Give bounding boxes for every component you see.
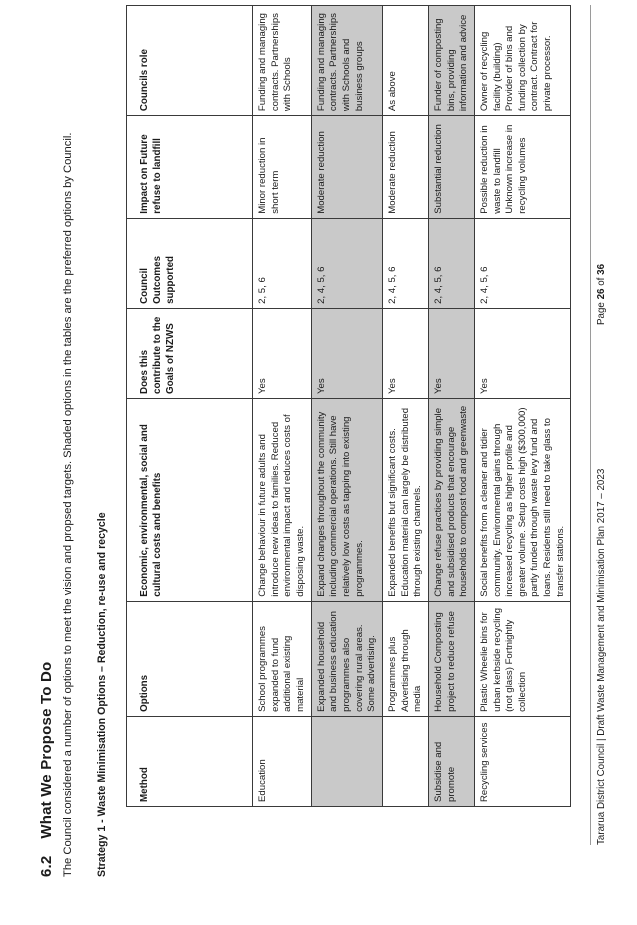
cell-nzws-goals: Yes	[474, 308, 571, 398]
cell-landfill-impact: Moderate reduction	[311, 116, 382, 219]
intro-paragraph: The Council considered a number of options to meet the vision and propsed targets. Shaded options in the tables are the preferred options by Council.	[62, 132, 74, 877]
options-table	[126, 5, 571, 807]
header-options: Options	[127, 601, 253, 716]
cell-options: Household Composting project to reduce refuse	[428, 601, 474, 716]
cell-nzws-goals: Yes	[382, 308, 428, 398]
table-row	[253, 6, 312, 807]
cell-council-outcomes: 2, 4, 5, 6	[428, 218, 474, 308]
table-row-preferred	[428, 6, 474, 807]
cell-costs-benefits: Social benefits from a cleaner and tidier community. Environmental gains through increased recycling as higher profile and greater volume. Setup costs high ($300,000) partly funded through waste levy fund and loans. Residents still need to take glass to transfer stations.	[474, 399, 571, 602]
header-costs-benefits: Economic, environmental, social and cultural costs and benefits	[127, 399, 253, 602]
page-footer	[596, 0, 610, 925]
cell-council-outcomes: 2, 4, 5, 6	[382, 218, 428, 308]
table-row	[474, 6, 571, 807]
cell-costs-benefits: Change refuse practices by providing simple and subsidised products that encourage households to compost food and greenwaste	[428, 399, 474, 602]
cell-options: School programmes expanded to fund additional existing material	[253, 601, 312, 716]
section-number: 6.2	[38, 855, 55, 877]
strategy-title: Strategy 1 - Waste Minimisation Options – Reduction, re-use and recycle	[96, 512, 108, 877]
cell-nzws-goals: Yes	[253, 308, 312, 398]
cell-nzws-goals: Yes	[428, 308, 474, 398]
cell-method: Education	[253, 716, 312, 806]
cell-councils-role: Funder of composting bins, providing information and advice	[428, 6, 474, 116]
cell-landfill-impact: Minor reduction in short term	[253, 116, 312, 219]
cell-options: Expanded household and business education programmes also covering rural areas. Some advertising.	[311, 601, 382, 716]
cell-nzws-goals: Yes	[311, 308, 382, 398]
cell-councils-role: Funding and managing contracts. Partnerships with Schools	[253, 6, 312, 116]
cell-council-outcomes: 2, 4, 5, 6	[474, 218, 571, 308]
section-title: What We Propose To Do	[38, 661, 55, 839]
cell-method: Recycling services	[474, 716, 571, 806]
cell-council-outcomes: 2, 4, 5, 6	[311, 218, 382, 308]
cell-costs-benefits: Expand changes throughout the community including commercial operations. Still have relatively low costs as tapping into existing programmes.	[311, 399, 382, 602]
header-nzws-goals: Does this contribute to the Goals of NZWS	[127, 308, 253, 398]
cell-councils-role: Funding and managing contracts. Partnerships with Schools and business groups	[311, 6, 382, 116]
header-method: Method	[127, 716, 253, 806]
page-current: 26	[596, 288, 607, 300]
footer-divider	[590, 5, 591, 845]
cell-councils-role: As above	[382, 6, 428, 116]
table-row	[382, 6, 428, 807]
table-header-row	[127, 6, 253, 807]
cell-method	[382, 716, 428, 806]
cell-councils-role: Owner of recycling facility (building) Provider of bins and funding collection by contract. Contract for private processor.	[474, 6, 571, 116]
section-heading	[38, 662, 55, 877]
footer-document-title: Tararua District Council | Draft Waste Management and Minimisation Plan 2017 – 2023	[596, 468, 607, 845]
table-row-preferred	[311, 6, 382, 807]
page-of-label: of	[596, 274, 607, 289]
cell-landfill-impact: Substantial reduction	[428, 116, 474, 219]
cell-method: Subsidise and promote	[428, 716, 474, 806]
cell-landfill-impact: Possible reduction in waste to landfill Unknown increase in recycling volumes	[474, 116, 571, 219]
cell-landfill-impact: Moderate reduction	[382, 116, 428, 219]
header-landfill-impact: Impact on Future refuse to landfill	[127, 116, 253, 219]
cell-options: Programmes plus Advertising through media	[382, 601, 428, 716]
header-council-outcomes: Council Outcomes supported	[127, 218, 253, 308]
page-total: 36	[596, 263, 607, 275]
cell-method	[311, 716, 382, 806]
page-label: Page	[596, 299, 607, 325]
cell-council-outcomes: 2, 5, 6	[253, 218, 312, 308]
footer-page-number	[596, 264, 607, 325]
cell-options: Plastic Wheelie bins for urban kerbside recycling (not glass) Fortnightly collection	[474, 601, 571, 716]
header-councils-role: Councils role	[127, 6, 253, 116]
cell-costs-benefits: Change behaviour in future adults and introduce new ideas to families. Reduced environmental impact and reduces costs of disposing waste.	[253, 399, 312, 602]
cell-costs-benefits: Expanded benefits but significant costs. Education material can largely be distributed through existing channels.	[382, 399, 428, 602]
